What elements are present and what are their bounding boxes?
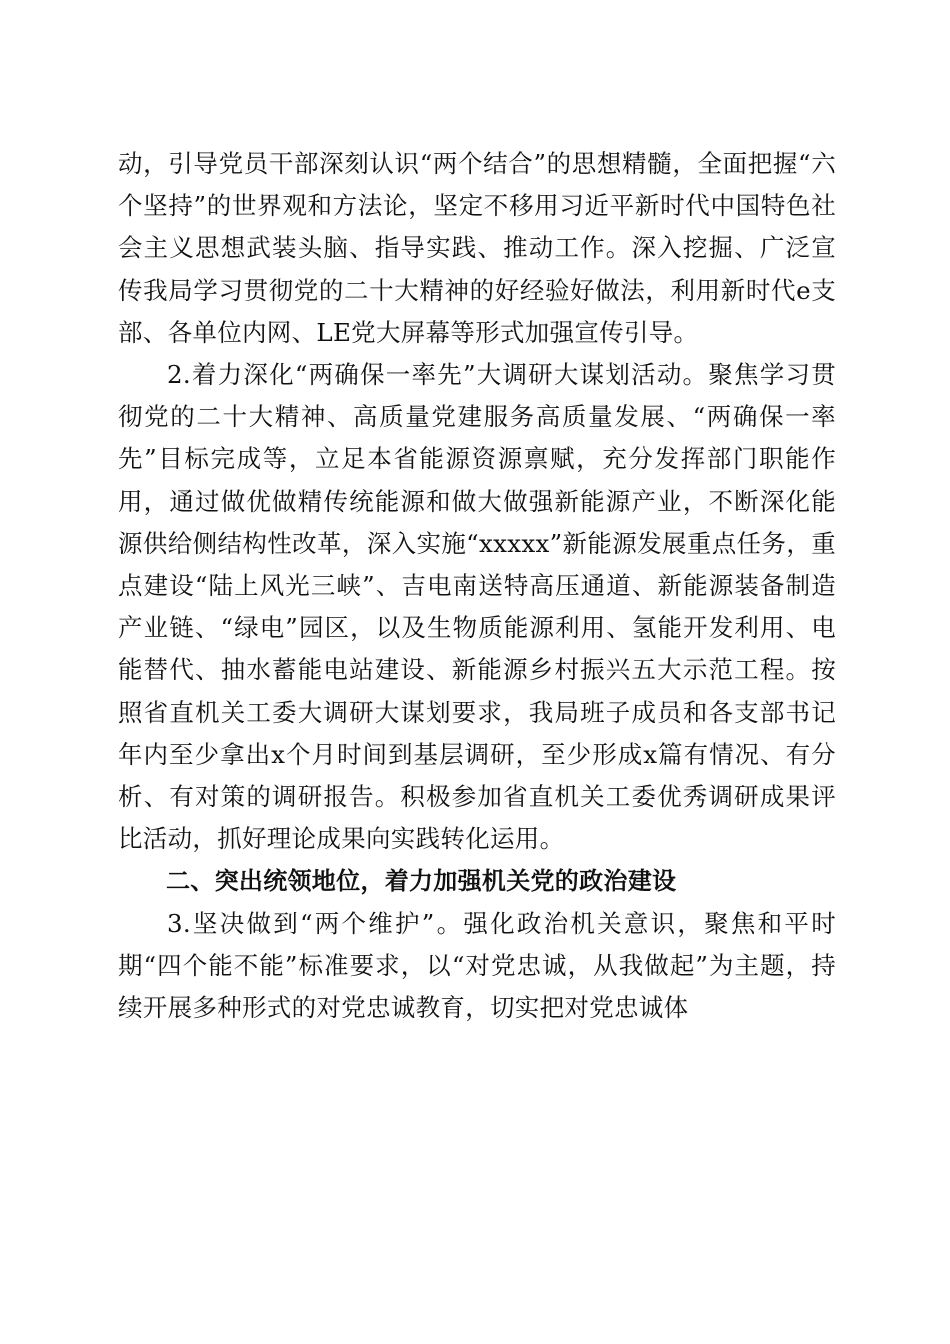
document-body [118, 143, 836, 1029]
paragraph-continuation: 动，引导党员干部深刻认识“两个结合”的思想精髓，全面把握“六个坚持”的世界观和方法论，坚定不移用习近平新时代中国特色社会主义思想武装头脑、指导实践、推动工作。深入挖掘、广泛宣传我局学习贯彻党的二十大精神的好经验好做法，利用新时代e支部、各单位内网、LE党大屏幕等形式加强宣传引导。 [118, 149, 836, 347]
section-heading-2: 二、突出统领地位，着力加强机关党的政治建设 [166, 867, 677, 896]
paragraph-item-2: 2.着力深化“两确保一率先”大调研大谋划活动。聚焦学习贯彻党的二十大精神、高质量党建服务高质量发展、“两确保一率先”目标完成等，立足本省能源资源禀赋，充分发挥部门职能作用，通过做优做精传统能源和做大做强新能源产业，不断深化能源供给侧结构性改革，深入实施“xxxxx”新能源发展重点任务，重点建设“陆上风光三峡”、吉电南送特高压通道、新能源装备制造产业链、“绿电”园区，以及生物质能源利用、氢能开发利用、电能替代、抽水蓄能电站建设、新能源乡村振兴五大示范工程。按照省直机关工委大调研大谋划要求，我局班子成员和各支部书记年内至少拿出x个月时间到基层调研，至少形成x篇有情况、有分析、有对策的调研报告。积极参加省直机关工委优秀调研成果评比活动，抓好理论成果向实践转化运用。 [118, 360, 836, 854]
paragraph-item-3: 3.坚决做到“两个维护”。强化政治机关意识，聚焦和平时期“四个能不能”标准要求，以“对党忠诚，从我做起”为主题，持续开展多种形式的对党忠诚教育，切实把对党忠诚体 [118, 908, 836, 1023]
